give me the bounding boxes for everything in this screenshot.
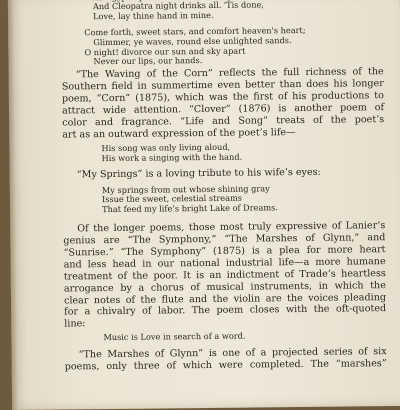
- paragraph-line: genius are “The Symphony,” “The Marshes of Glynn,” and: [63, 232, 386, 247]
- paragraph-line: and less head in our national industrial life—a more humane: [63, 255, 386, 271]
- paragraph-line: color and fragrance. “Life and Song” treats of the poet’s: [62, 113, 385, 129]
- paragraph-line: Southern field in summertime even better than does his longer: [61, 78, 384, 93]
- paragraph-line: “Sunrise.” “The Symphony” (1875) is a plea for more heart: [63, 244, 386, 259]
- verse-line: Come forth, sweet stars, and comfort heaven's heart;: [84, 25, 306, 38]
- paragraph-line: treatment of the poor. It is an indictment of Trade’s heartless: [63, 267, 386, 283]
- paragraph-line: poem, “Corn” (1875), which was the first of his productions to: [61, 90, 384, 105]
- verse-line: Never our lips, our hands.: [93, 55, 203, 67]
- paragraph-line: line:: [64, 318, 86, 330]
- verse-quote-music-is-love: [103, 332, 245, 343]
- verse-line: His song was only living aloud,: [101, 141, 231, 154]
- verse-line: Love, lay thine hand in mine.: [93, 9, 214, 21]
- paragraph-my-springs: [63, 166, 385, 181]
- paragraph-line: “The Marshes of Glynn” is one of a projected series of six: [78, 346, 387, 361]
- paragraph-line: clear notes of the flute and the violin are the voices pleading: [63, 291, 387, 307]
- verse-line: O night! divorce our sun and sky apart: [84, 45, 246, 57]
- paragraph-line: poems, only three of which were completed. The “marshes”: [64, 358, 387, 373]
- verse-line: And Cleopatra night drinks all. 'Tis done,: [92, 0, 264, 12]
- verse-line: His work a singing with the hand.: [101, 151, 243, 163]
- paragraph-line: “The Waving of the Corn” reflects the full richness of the: [75, 66, 384, 81]
- verse-stanza-top: [84, 0, 306, 67]
- verse-line: Issue the sweet, celestial streams: [101, 192, 243, 205]
- paragraph-corn: [62, 66, 385, 141]
- paragraph-line: Of the longer poems, those most truly expressive of Lanier’s: [77, 220, 386, 235]
- verse-line: Glimmer, ye waves, round else unlighted sands.: [93, 35, 292, 48]
- paragraph-line: art as an outward expression of the poet’s life—: [62, 126, 296, 141]
- verse-line: My springs from out whose shining gray: [101, 182, 270, 195]
- paragraph-line: for a chivalry of labor. The poem closes with the oft-quoted: [64, 303, 387, 318]
- paragraph-line: attract wide attention. “Clover” (1876) is another poem of: [61, 101, 385, 117]
- paragraph-line: arrogance by a chorus of musical instruments, in which the: [63, 279, 386, 295]
- verse-line: Music is Love in search of a word.: [103, 330, 246, 343]
- verse-line: That feed my life’s bright Lake of Dreams.: [102, 202, 278, 214]
- binding-shadow: [8, 0, 18, 410]
- verse-quote-life-and-song: [101, 143, 242, 164]
- paragraph-line: “My Springs” is a loving tribute to his wife’s eyes:: [76, 166, 321, 180]
- paragraph-marshes-of-glynn: [65, 347, 387, 374]
- book-page: [8, 0, 400, 410]
- paragraph-longer-poems: [63, 220, 386, 331]
- verse-quote-my-springs: [102, 184, 278, 215]
